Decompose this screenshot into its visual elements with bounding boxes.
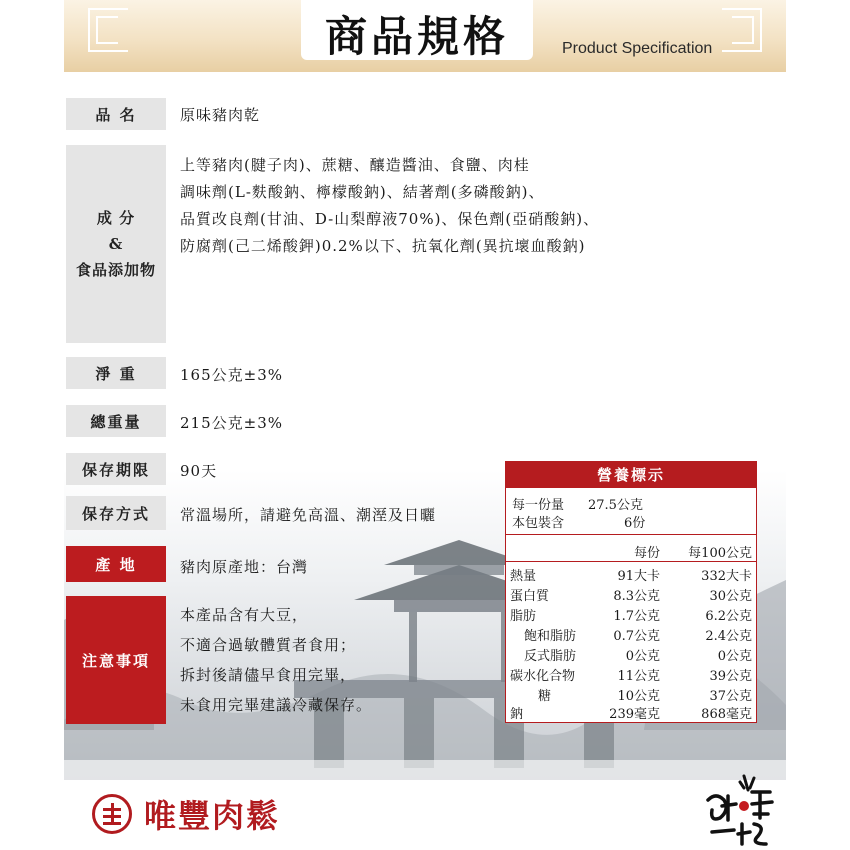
nutrient-per-100g: 39公克 — [709, 669, 752, 684]
nutrient-name: 反式脂肪 — [524, 649, 577, 664]
label-storage: 保存方式 — [66, 496, 166, 530]
notice-line: 不適合過敏體質者食用； — [180, 636, 357, 654]
nutrient-name: 鈉 — [510, 707, 524, 722]
notice-line: 本產品含有大豆， — [180, 606, 309, 624]
nutrient-name: 飽和脂肪 — [524, 629, 577, 644]
nutrient-per-serving: 1.7公克 — [613, 609, 660, 624]
nutrient-per-100g: 332大卡 — [701, 569, 752, 584]
value-net-weight: 165公克±3% — [180, 366, 283, 384]
ingredients-line: 品質改良劑(甘油、D-山梨醇液70%)、保色劑(亞硝酸鈉)、 — [180, 210, 600, 228]
nutrient-per-serving: 0公克 — [625, 649, 660, 664]
col-per-serving: 每份 — [633, 546, 660, 561]
value-gross-weight: 215公克±3% — [180, 414, 283, 432]
value-notice — [180, 600, 372, 720]
notice-line: 未食用完畢建議冷藏保存。 — [180, 696, 373, 714]
label-ingredients-line3: 食品添加物 — [75, 261, 156, 279]
value-shelf-life: 90天 — [180, 462, 218, 480]
page-subtitle: Product Specification — [562, 40, 713, 57]
label-notice: 注意事項 — [66, 596, 166, 724]
nutrient-name: 脂肪 — [510, 609, 537, 624]
nutrient-per-serving: 0.7公克 — [613, 629, 660, 644]
page-title: 商品規格 — [324, 12, 509, 61]
label-net-weight: 淨 重 — [66, 357, 166, 389]
nutrient-per-100g: 868毫克 — [701, 707, 752, 722]
nutrient-name: 熱量 — [510, 569, 537, 584]
nutrient-per-100g: 6.2公克 — [705, 609, 752, 624]
notice-line: 拆封後請儘早食用完畢， — [180, 666, 357, 684]
nutrient-per-serving: 91大卡 — [617, 569, 660, 584]
label-ingredients-line2: & — [108, 235, 124, 253]
value-product-name: 原味豬肉乾 — [180, 106, 261, 124]
nutrition-divider — [506, 561, 756, 562]
label-origin: 產 地 — [66, 546, 166, 582]
col-per-100g: 每100公克 — [688, 546, 752, 561]
nutrient-per-100g: 30公克 — [709, 589, 752, 604]
nutrient-per-serving: 239毫克 — [609, 707, 660, 722]
serving-size-label: 每一份量 — [512, 498, 565, 513]
brand-seal-icon — [92, 794, 132, 834]
value-ingredients — [180, 152, 599, 260]
brand-name: 唯豐肉鬆 — [144, 797, 281, 835]
ingredients-line: 調味劑(L-麩酸鈉、檸檬酸鈉)、結著劑(多磷酸鈉)、 — [180, 183, 545, 201]
fret-ornament-right-inner — [732, 16, 754, 44]
fret-ornament-left-inner — [96, 16, 118, 44]
nutrient-name: 糖 — [538, 689, 552, 704]
label-shelf-life: 保存期限 — [66, 453, 166, 485]
calligraphy-stamp-icon — [700, 770, 780, 850]
servings-per-pack-label: 本包裝含 — [512, 516, 565, 531]
nutrient-name: 蛋白質 — [510, 589, 550, 604]
ingredients-line: 上等豬肉(腱子肉)、蔗糖、釀造醬油、食鹽、肉桂 — [180, 156, 530, 174]
ingredients-line: 防腐劑(己二烯酸鉀)0.2%以下、抗氧化劑(異抗壞血酸鈉) — [180, 237, 586, 255]
nutrition-title: 營養標示 — [506, 462, 756, 488]
value-origin: 豬肉原產地：台灣 — [180, 558, 309, 576]
footer-brand — [92, 792, 280, 836]
serving-size-value: 27.5公克 — [588, 498, 643, 513]
nutrient-per-100g: 2.4公克 — [705, 629, 752, 644]
nutrition-panel — [505, 461, 757, 723]
nutrient-per-serving: 11公克 — [617, 669, 660, 684]
nutrient-name: 碳水化合物 — [510, 669, 576, 684]
nutrient-per-serving: 10公克 — [617, 689, 660, 704]
servings-per-pack-value: 6份 — [624, 516, 646, 531]
nutrient-per-100g: 37公克 — [709, 689, 752, 704]
nutrition-divider — [506, 534, 756, 535]
header-banner — [64, 0, 786, 72]
nutrient-per-100g: 0公克 — [717, 649, 752, 664]
value-storage: 常溫場所，請避免高溫、潮溼及日曬 — [180, 506, 437, 524]
label-product-name: 品 名 — [66, 98, 166, 130]
label-ingredients — [66, 145, 166, 343]
label-ingredients-line1: 成 分 — [96, 209, 136, 227]
label-gross-weight: 總重量 — [66, 405, 166, 437]
nutrient-per-serving: 8.3公克 — [613, 589, 660, 604]
